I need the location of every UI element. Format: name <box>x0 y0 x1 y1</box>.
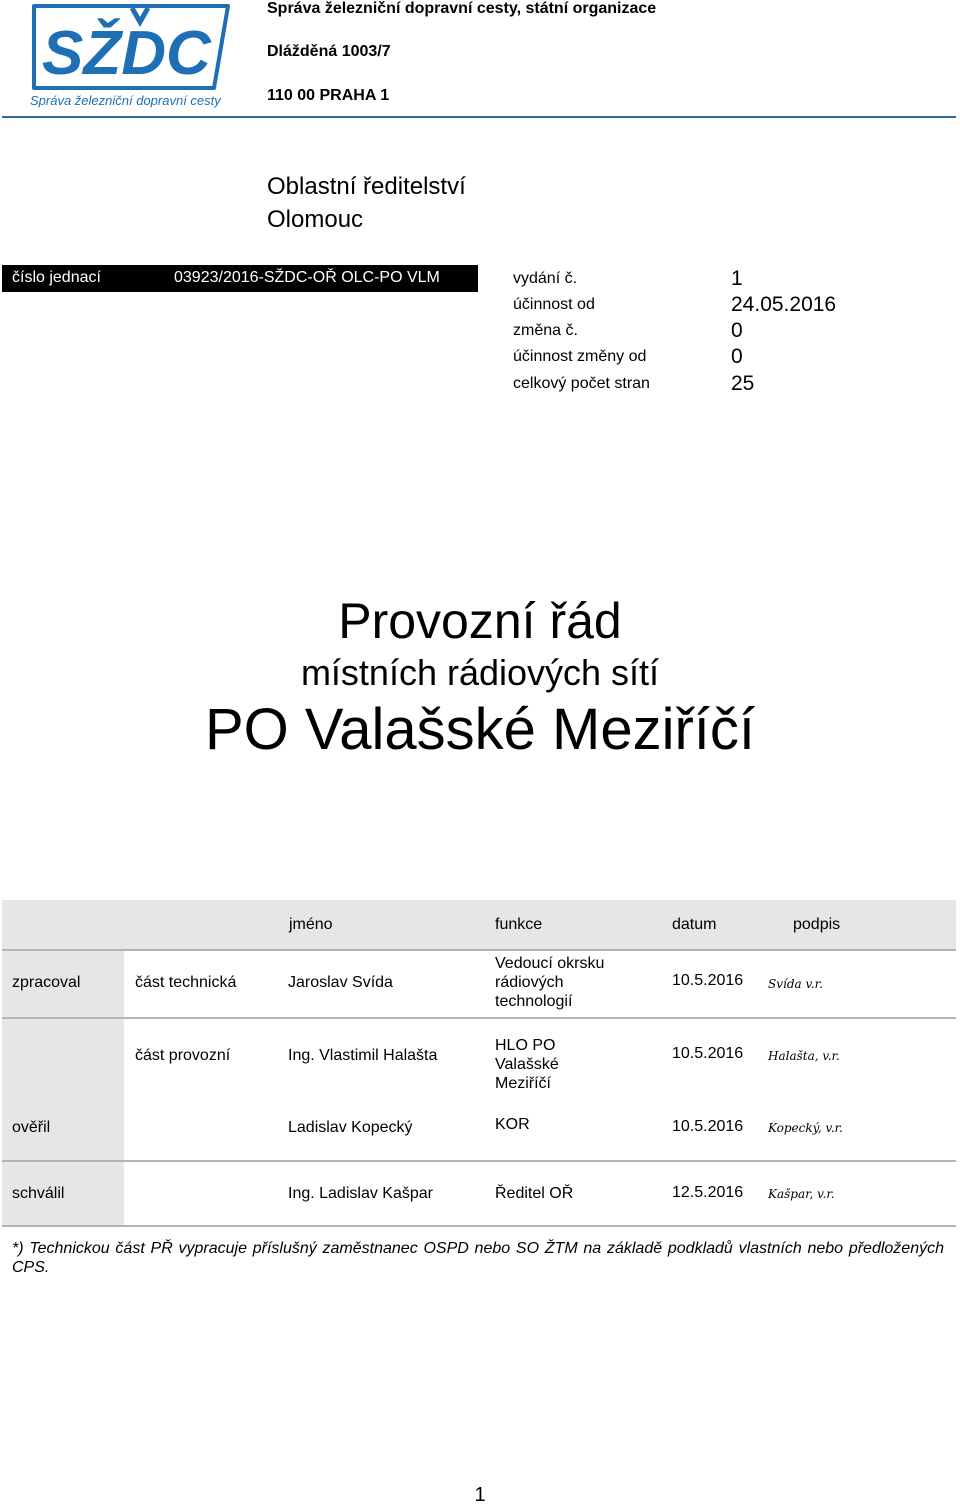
reference-value: 03923/2016-SŽDC-OŘ OLC-PO VLM <box>174 269 440 286</box>
meta-value-change: 0 <box>731 319 743 342</box>
signoff-header-row <box>2 900 956 951</box>
row-function <box>495 1036 665 1093</box>
reference-label: číslo jednací <box>12 269 101 286</box>
footnote: *) Technickou část PŘ vypracuje příslušný zaměstnanec OSPD nebo SO ŽTM na základě podkladů vlastních nebo předložených CPS. <box>12 1240 944 1276</box>
meta-value-edition: 1 <box>731 267 743 290</box>
row-function <box>495 954 665 1011</box>
header-signature: podpis <box>793 916 841 933</box>
row-function-line: rádiových <box>495 974 564 991</box>
document-subtitle: místních rádiových sítí <box>300 652 660 693</box>
row-part: část provozní <box>135 1047 231 1064</box>
row-label-cell <box>2 1019 124 1093</box>
meta-label-change-effective: účinnost změny od <box>513 348 647 365</box>
logo-text: SŽDC <box>42 19 211 88</box>
meta-label-change: změna č. <box>513 322 578 339</box>
document-title: Provozní řád <box>338 593 622 649</box>
signature-image <box>766 1181 854 1205</box>
row-function-line: Vedoucí okrsku <box>495 955 605 972</box>
row-name: Jaroslav Svída <box>288 974 393 991</box>
row-role: zpracoval <box>12 974 81 991</box>
row-function-line: KOR <box>495 1116 530 1133</box>
meta-value-effective: 24.05.2016 <box>731 293 837 316</box>
svg-text:Halašta, v.r.: Halašta, v.r. <box>768 1049 840 1063</box>
row-role: ověřil <box>12 1119 51 1136</box>
row-function-line: Meziříčí <box>495 1075 551 1092</box>
row-function <box>495 1184 665 1203</box>
logo-subtitle: Správa železniční dopravní cesty <box>30 93 221 108</box>
region-line-2: Olomouc <box>267 206 364 233</box>
svg-text:Kopecký, v.r.: Kopecký, v.r. <box>768 1121 843 1135</box>
row-role: schválil <box>12 1185 65 1202</box>
row-function-line: Ředitel OŘ <box>495 1185 574 1202</box>
meta-label-edition: vydání č. <box>513 270 578 287</box>
svg-text:Svída v.r.: Svída v.r. <box>768 977 823 991</box>
region-line-1: Oblastní ředitelství <box>267 173 466 200</box>
meta-label-pages: celkový počet stran <box>513 375 650 392</box>
row-divider <box>2 1160 956 1162</box>
svg-text:Kašpar, v.r.: Kašpar, v.r. <box>768 1187 835 1201</box>
header-name: jméno <box>289 916 333 933</box>
row-name: Ing. Ladislav Kašpar <box>288 1185 433 1202</box>
row-function-line: HLO PO <box>495 1037 556 1054</box>
header-date: datum <box>672 916 717 933</box>
row-function <box>495 1115 665 1134</box>
signature-image <box>766 1115 854 1139</box>
row-date: 12.5.2016 <box>672 1184 744 1201</box>
row-divider <box>2 1225 956 1227</box>
row-date: 10.5.2016 <box>672 1118 744 1135</box>
row-date: 10.5.2016 <box>672 972 744 989</box>
szdc-logo <box>28 2 233 110</box>
org-city: 110 00 PRAHA 1 <box>267 87 390 104</box>
meta-label-effective: účinnost od <box>513 296 595 313</box>
row-divider <box>2 1017 956 1019</box>
org-street: Dlážděná 1003/7 <box>267 43 391 60</box>
header-rule <box>2 116 956 118</box>
row-date: 10.5.2016 <box>672 1045 744 1062</box>
row-name: Ing. Vlastimil Halašta <box>288 1047 438 1064</box>
page-number: 1 <box>474 1484 486 1506</box>
document-place: PO Valašské Meziříčí <box>204 697 756 762</box>
signature-image <box>766 1043 854 1067</box>
meta-value-pages: 25 <box>731 372 755 395</box>
row-part: část technická <box>135 974 237 991</box>
meta-value-change-effective: 0 <box>731 345 743 368</box>
signature-image <box>766 971 854 995</box>
org-name: Správa železniční dopravní cesty, státní organizace <box>267 0 657 17</box>
reference-bar <box>2 265 478 292</box>
row-name: Ladislav Kopecký <box>288 1119 413 1136</box>
header-function: funkce <box>495 916 543 933</box>
row-function-line: Valašské <box>495 1056 559 1073</box>
row-function-line: technologií <box>495 993 573 1010</box>
